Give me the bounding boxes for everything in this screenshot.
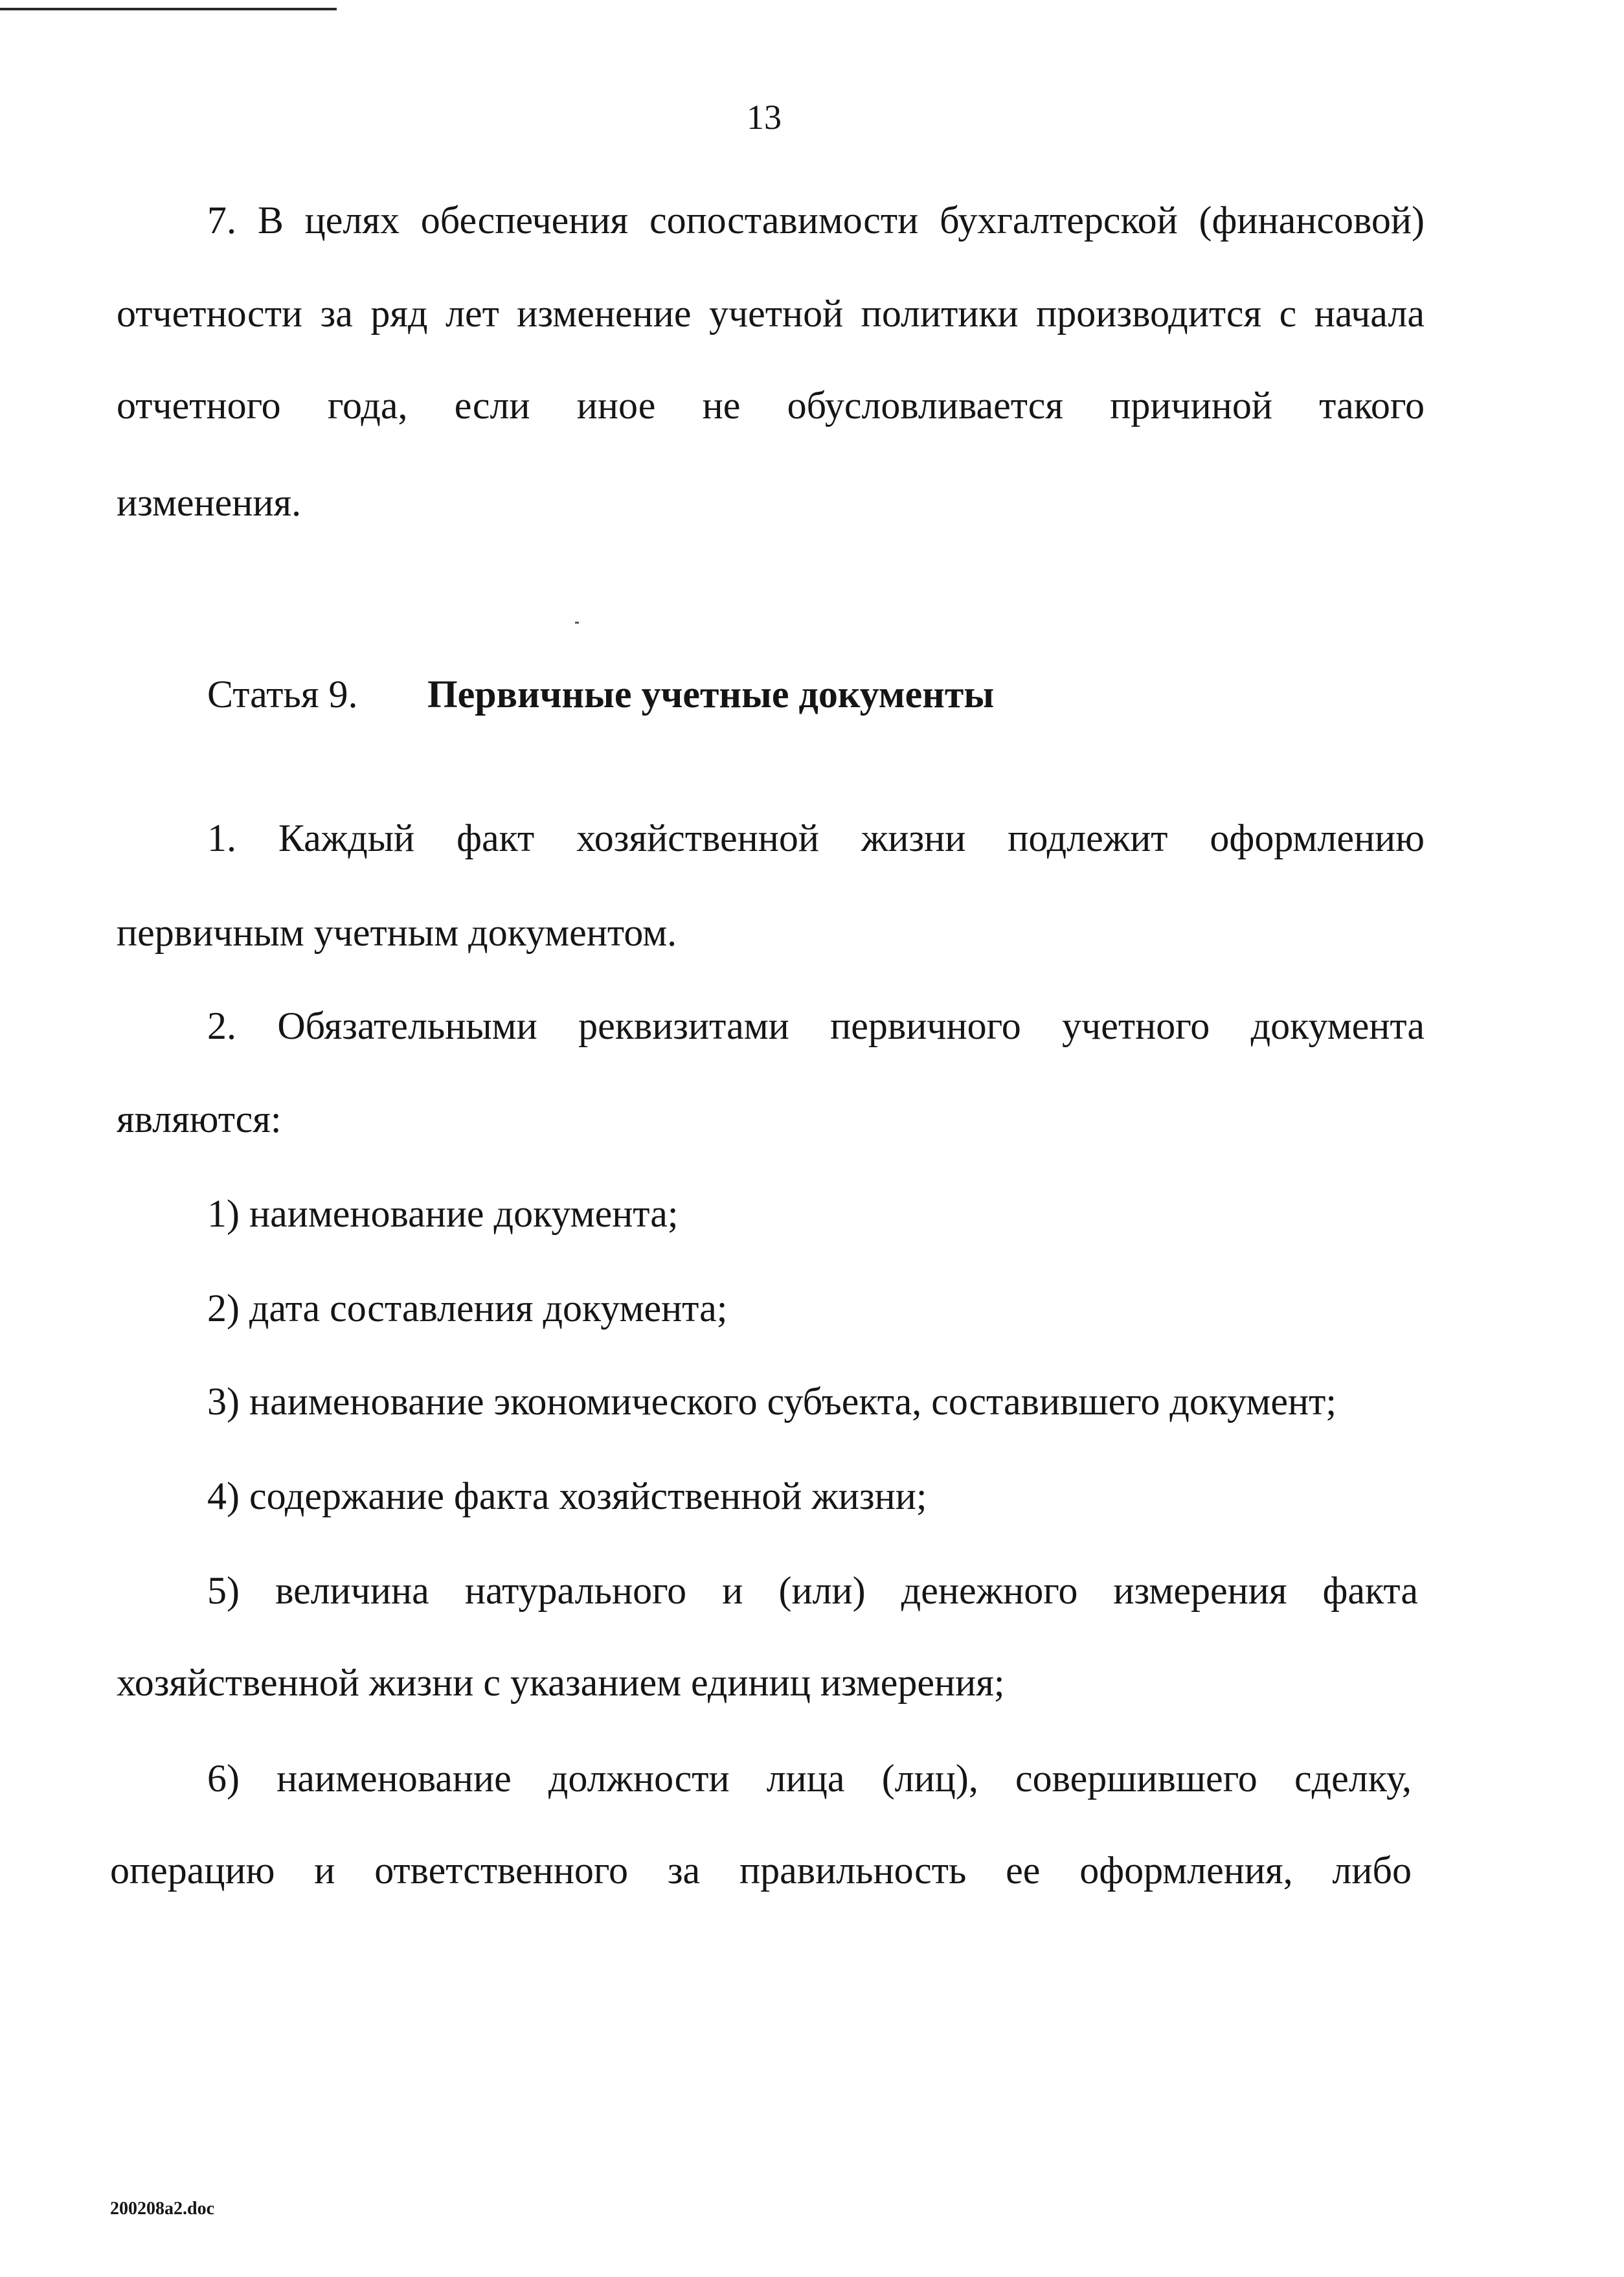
requisite-6-line-1: 6) наименование должности лица (лиц), совершившего сделку,	[207, 1757, 1412, 1800]
requisite-6-line-2: операцию и ответственного за правильность ее оформления, либо	[110, 1849, 1412, 1892]
item-1-line-1: 1. Каждый факт хозяйственной жизни подлежит оформлению	[207, 817, 1425, 859]
requisite-1: 1) наименование документа;	[207, 1192, 679, 1235]
requisite-4: 4) содержание факта хозяйственной жизни;	[207, 1475, 927, 1517]
page-number: 13	[747, 98, 782, 137]
article-label: Статья 9.	[207, 673, 358, 716]
paragraph-7-line-2: отчетности за ряд лет изменение учетной политики производится с начала	[117, 292, 1425, 335]
item-2-line-2: являются:	[117, 1098, 282, 1140]
scan-edge-line	[0, 8, 337, 10]
article-heading	[207, 671, 994, 718]
requisite-2: 2) дата составления документа;	[207, 1287, 728, 1330]
requisite-5-line-2: хозяйственной жизни с указанием единиц измерения;	[117, 1661, 1005, 1704]
requisite-5-line-1: 5) величина натурального и (или) денежного измерения факта	[207, 1569, 1418, 1612]
file-code: 200208a2.doc	[110, 2199, 214, 2219]
paragraph-7-line-4: изменения.	[117, 481, 302, 524]
item-2-line-1: 2. Обязательными реквизитами первичного учетного документа	[207, 1004, 1425, 1047]
requisite-3: 3) наименование экономического субъекта, составившего документ;	[207, 1380, 1336, 1423]
scan-speck	[575, 622, 579, 624]
paragraph-7-line-1: 7. В целях обеспечения сопоставимости бухгалтерской (финансовой)	[207, 199, 1425, 242]
paragraph-7-line-3: отчетного года, если иное не обусловливается причиной такого	[117, 384, 1425, 427]
item-1-line-2: первичным учетным документом.	[117, 911, 677, 954]
article-title: Первичные учетные документы	[427, 673, 995, 716]
